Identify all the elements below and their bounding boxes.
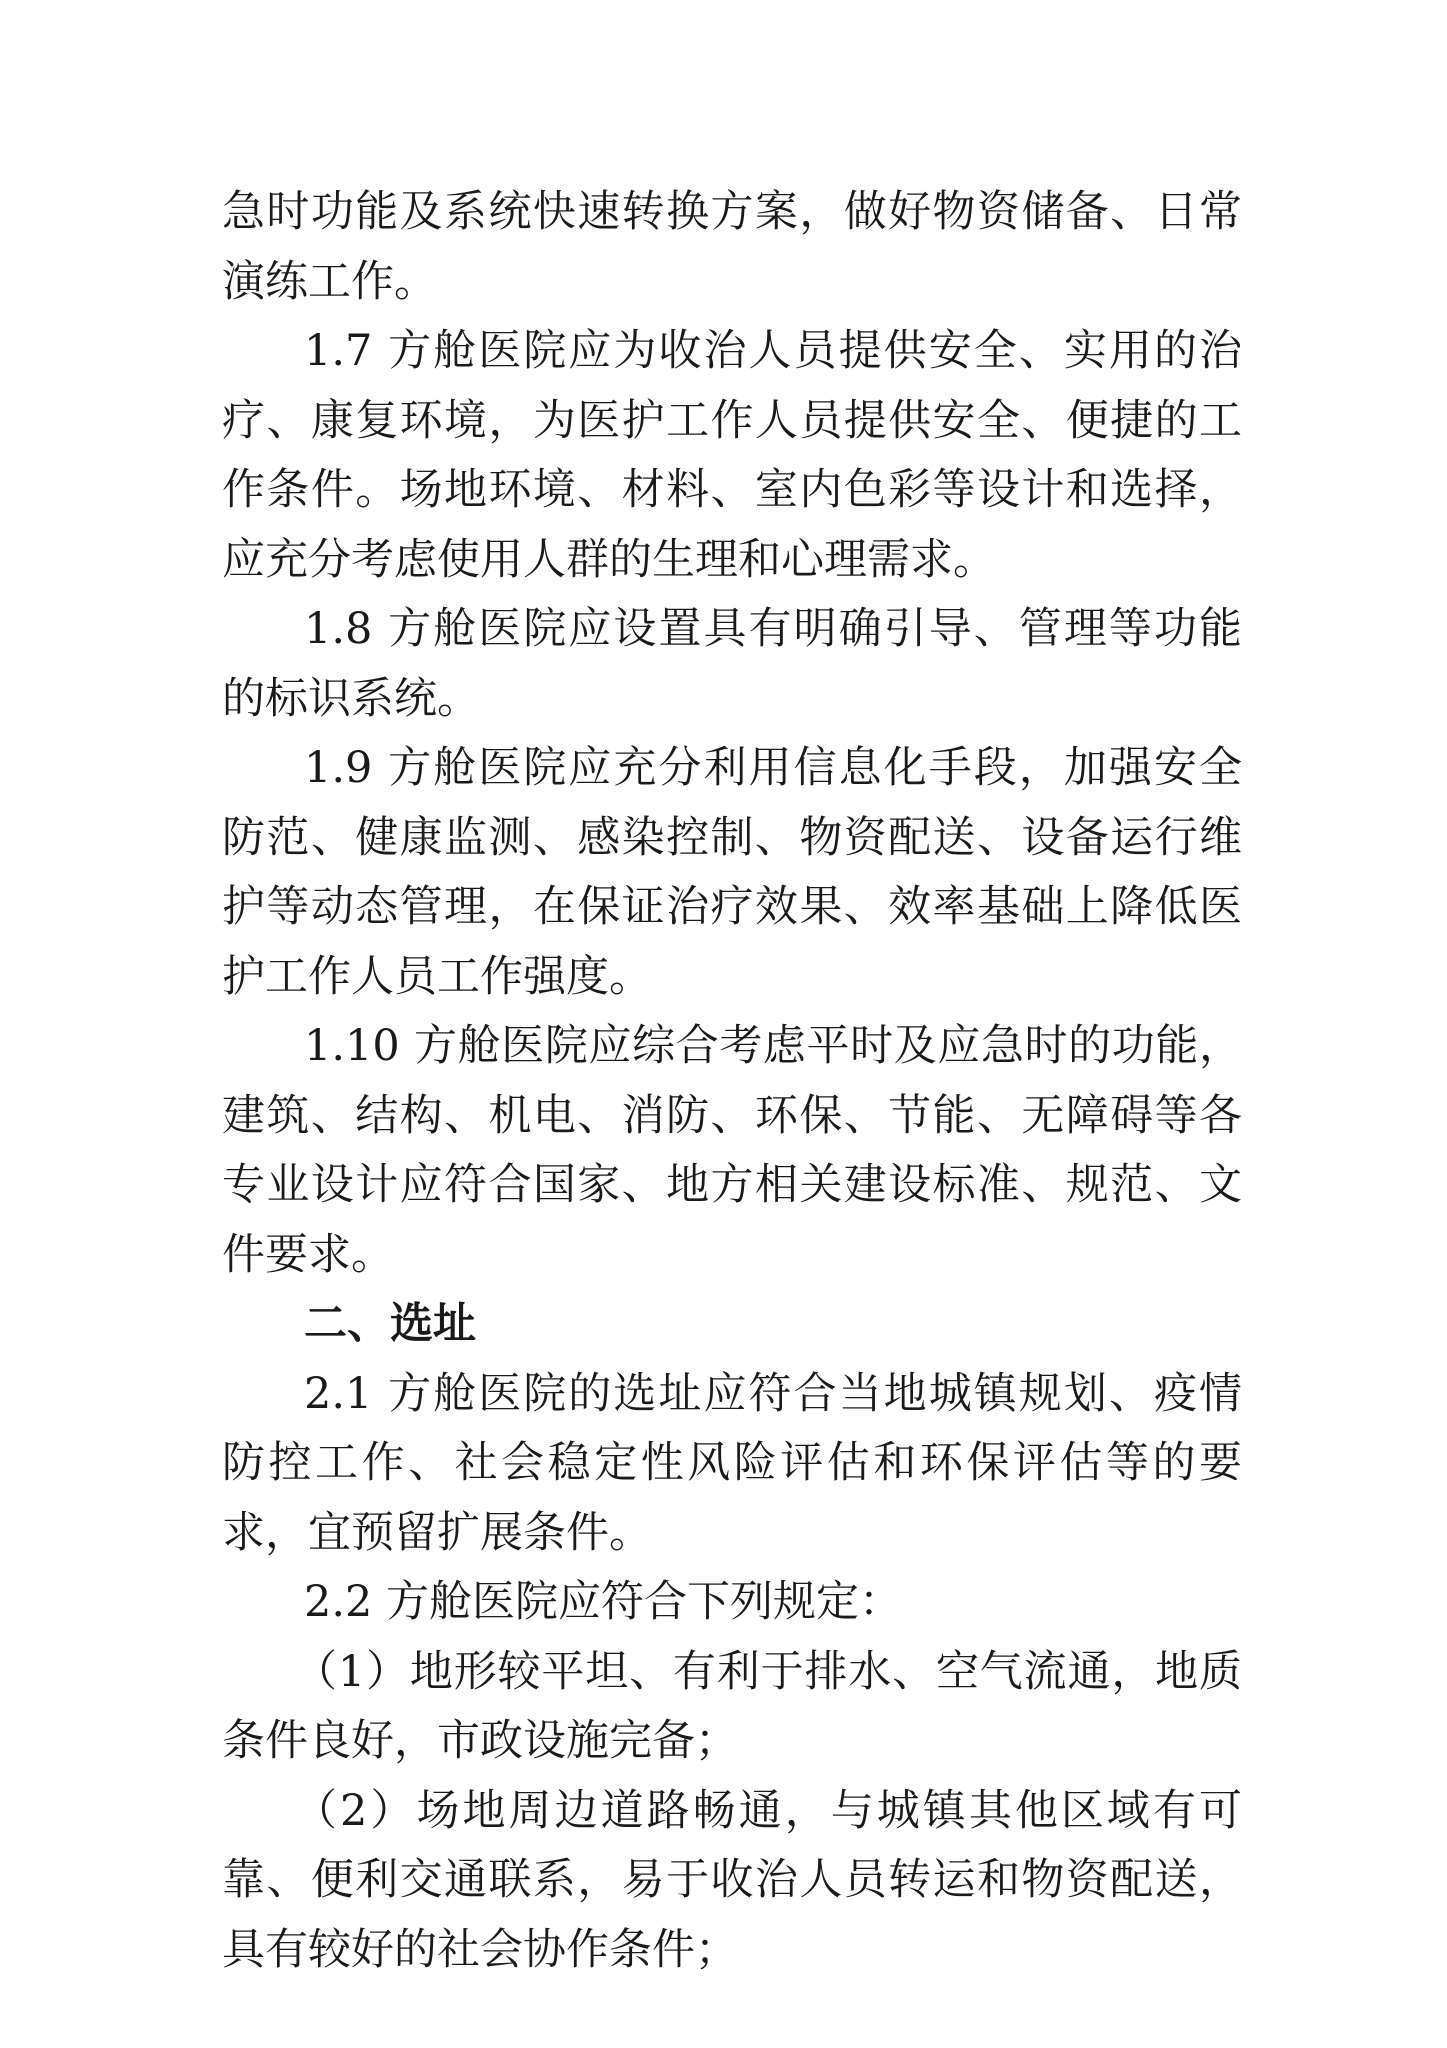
list-item-2: （2）场地周边道路畅通，与城镇其他区域有可靠、便利交通联系，易于收治人员转运和物资配送，具有较好的社会协作条件； <box>222 1785 1242 1975</box>
paragraph-1-9: 1.9 方舱医院应充分利用信息化手段，加强安全防范、健康监测、感染控制、物资配送、设备运行维护等动态管理，在保证治疗效果、效率基础上降低医护工作人员工作强度。 <box>222 743 1242 1002</box>
list-item-1: （1）地形较平坦、有利于排水、空气流通，地质条件良好，市政设施完备； <box>222 1646 1242 1766</box>
document-body <box>222 178 1242 1985</box>
paragraph-2-2: 2.2 方舱医院应符合下列规定： <box>304 1577 903 1627</box>
paragraph-2-1: 2.1 方舱医院的选址应符合当地城镇规划、疫情防控工作、社会稳定性风险评估和环保评估等的要求，宜预留扩展条件。 <box>222 1368 1242 1558</box>
paragraph-1-8: 1.8 方舱医院应设置具有明确引导、管理等功能的标识系统。 <box>222 604 1242 724</box>
paragraph-continued: 急时功能及系统快速转换方案，做好物资储备、日常演练工作。 <box>222 187 1242 307</box>
paragraph-1-7: 1.7 方舱医院应为收治人员提供安全、实用的治疗、康复环境，为医护工作人员提供安全、便捷的工作条件。场地环境、材料、室内色彩等设计和选择，应充分考虑使用人群的生理和心理需求。 <box>222 326 1242 585</box>
paragraph-1-10: 1.10 方舱医院应综合考虑平时及应急时的功能，建筑、结构、机电、消防、环保、节能、无障碍等各专业设计应符合国家、地方相关建设标准、规范、文件要求。 <box>222 1021 1242 1280</box>
section-heading-site-selection: 二、选址 <box>304 1299 476 1349</box>
